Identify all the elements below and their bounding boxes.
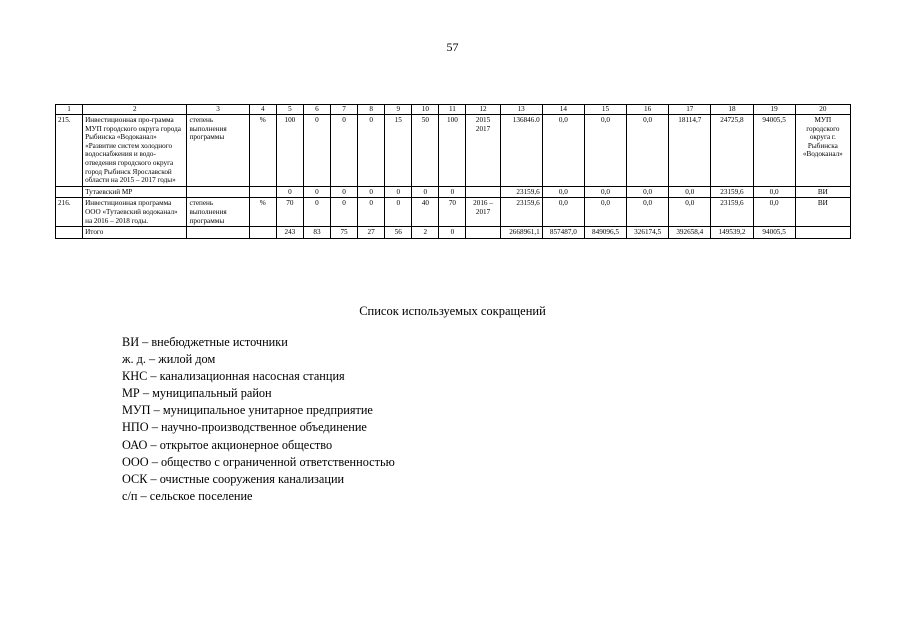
column-number: 2 (83, 105, 187, 115)
indicator-value: 0 (331, 115, 358, 187)
abbreviation-item: ООО – общество с ограниченной ответственностью (122, 454, 395, 469)
unit: % (249, 115, 276, 187)
amount: 392658,4 (669, 227, 711, 239)
program-table (55, 104, 851, 239)
indicator-value: 40 (412, 198, 439, 227)
abbreviation-item: ОСК – очистные сооружения канализации (122, 471, 345, 486)
program-name: Инвестиционная программа ООО «Тутаевский водоканал» на 2016 – 2018 годы. (83, 198, 187, 227)
indicator-value: 27 (358, 227, 385, 239)
column-number: 6 (303, 105, 330, 115)
program-table-wrapper (55, 104, 851, 239)
abbreviation-item: КНС – канализационная насосная станция (122, 369, 345, 384)
column-number: 3 (187, 105, 249, 115)
column-number-row (56, 105, 851, 115)
indicator-value: 0 (439, 186, 466, 198)
amount: 0,0 (627, 186, 669, 198)
period: 2016 – 2017 (466, 198, 500, 227)
indicator-value: 0 (439, 227, 466, 239)
amount: 0,0 (627, 198, 669, 227)
indicator-value: 0 (385, 198, 412, 227)
amount: 23159,6 (711, 186, 753, 198)
amount: 0,0 (753, 198, 795, 227)
amount: 0,0 (669, 186, 711, 198)
column-number: 19 (753, 105, 795, 115)
column-number: 9 (385, 105, 412, 115)
table-row-215 (56, 115, 851, 187)
indicator-value: 0 (331, 198, 358, 227)
indicator-value: 0 (303, 115, 330, 187)
amount: 0,0 (753, 186, 795, 198)
column-number: 8 (358, 105, 385, 115)
amount: 0,0 (584, 115, 626, 187)
funding-source: ВИ (795, 186, 850, 198)
column-number: 14 (542, 105, 584, 115)
amount: 849096,5 (584, 227, 626, 239)
abbreviations-title: Список используемых сокращений (359, 304, 546, 318)
page-number: 57 (446, 40, 459, 54)
amount: 0,0 (584, 186, 626, 198)
abbreviations-list (122, 334, 395, 505)
indicator: степень выполнения программы (187, 198, 249, 227)
indicator-value: 100 (276, 115, 303, 187)
abbreviation-item: ОАО – открытое акционерное общество (122, 437, 333, 452)
funding-source: МУП городского округа г. Рыбинска «Водоканал» (795, 115, 850, 187)
amount: 0,0 (542, 115, 584, 187)
amount: 0,0 (584, 198, 626, 227)
amount: 18114,7 (669, 115, 711, 187)
row-number: 215. (56, 115, 83, 187)
indicator-value: 50 (412, 115, 439, 187)
column-number: 18 (711, 105, 753, 115)
amount: 24725,8 (711, 115, 753, 187)
column-number: 5 (276, 105, 303, 115)
column-number: 13 (500, 105, 542, 115)
column-number: 15 (584, 105, 626, 115)
indicator-value: 0 (358, 115, 385, 187)
funding-source: ВИ (795, 198, 850, 227)
amount: 23159,6 (500, 186, 542, 198)
amount: 94005,5 (753, 227, 795, 239)
unit: % (249, 198, 276, 227)
amount: 136846.0 (500, 115, 542, 187)
amount: 23159,6 (500, 198, 542, 227)
table-row-subtotal (56, 186, 851, 198)
column-number: 1 (56, 105, 83, 115)
column-number: 4 (249, 105, 276, 115)
column-number: 11 (439, 105, 466, 115)
indicator-value: 243 (276, 227, 303, 239)
indicator-value: 70 (439, 198, 466, 227)
total-label: Итого (83, 227, 187, 239)
abbreviation-item: НПО – научно-производственное объединение (122, 420, 367, 435)
amount: 149539,2 (711, 227, 753, 239)
amount: 2668961,1 (500, 227, 542, 239)
period: 2015 2017 (466, 115, 500, 187)
column-number: 10 (412, 105, 439, 115)
indicator-value: 0 (358, 186, 385, 198)
amount: 0,0 (669, 198, 711, 227)
amount: 23159,6 (711, 198, 753, 227)
indicator-value: 83 (303, 227, 330, 239)
amount: 94005,5 (753, 115, 795, 187)
indicator-value: 70 (276, 198, 303, 227)
abbreviation-item: ж. д. – жилой дом (122, 352, 216, 367)
amount: 0,0 (542, 186, 584, 198)
table-row-216 (56, 198, 851, 227)
table-row-total (56, 227, 851, 239)
column-number: 12 (466, 105, 500, 115)
program-name: Инвестиционная про-грамма МУП городского округа города Рыбинска «Водоканал» «Развитие систем холодного водоснабжения и водо-отведения городского округа город Рыбинск Ярославской области на 2015 – 2017 годы» (83, 115, 187, 187)
indicator: степень выполнения программы (187, 115, 249, 187)
indicator-value: 0 (385, 186, 412, 198)
indicator-value: 100 (439, 115, 466, 187)
row-number: 216. (56, 198, 83, 227)
indicator-value: 0 (303, 198, 330, 227)
amount: 326174,5 (627, 227, 669, 239)
abbreviation-item: ВИ – внебюджетные источники (122, 335, 288, 349)
column-number: 16 (627, 105, 669, 115)
abbreviation-item: МР – муниципальный район (122, 386, 272, 401)
indicator-value: 56 (385, 227, 412, 239)
indicator-value: 0 (358, 198, 385, 227)
amount: 0,0 (542, 198, 584, 227)
district-name: Тутаевский МР (83, 186, 187, 198)
column-number: 20 (795, 105, 850, 115)
amount: 0,0 (627, 115, 669, 187)
column-number: 7 (331, 105, 358, 115)
indicator-value: 0 (412, 186, 439, 198)
column-number: 17 (669, 105, 711, 115)
abbreviation-item: МУП – муниципальное унитарное предприятие (122, 403, 373, 418)
indicator-value: 0 (303, 186, 330, 198)
indicator-value: 15 (385, 115, 412, 187)
abbreviation-item: с/п – сельское поселение (122, 488, 253, 503)
indicator-value: 0 (331, 186, 358, 198)
indicator-value: 75 (331, 227, 358, 239)
indicator-value: 2 (412, 227, 439, 239)
amount: 857487,0 (542, 227, 584, 239)
indicator-value: 0 (276, 186, 303, 198)
